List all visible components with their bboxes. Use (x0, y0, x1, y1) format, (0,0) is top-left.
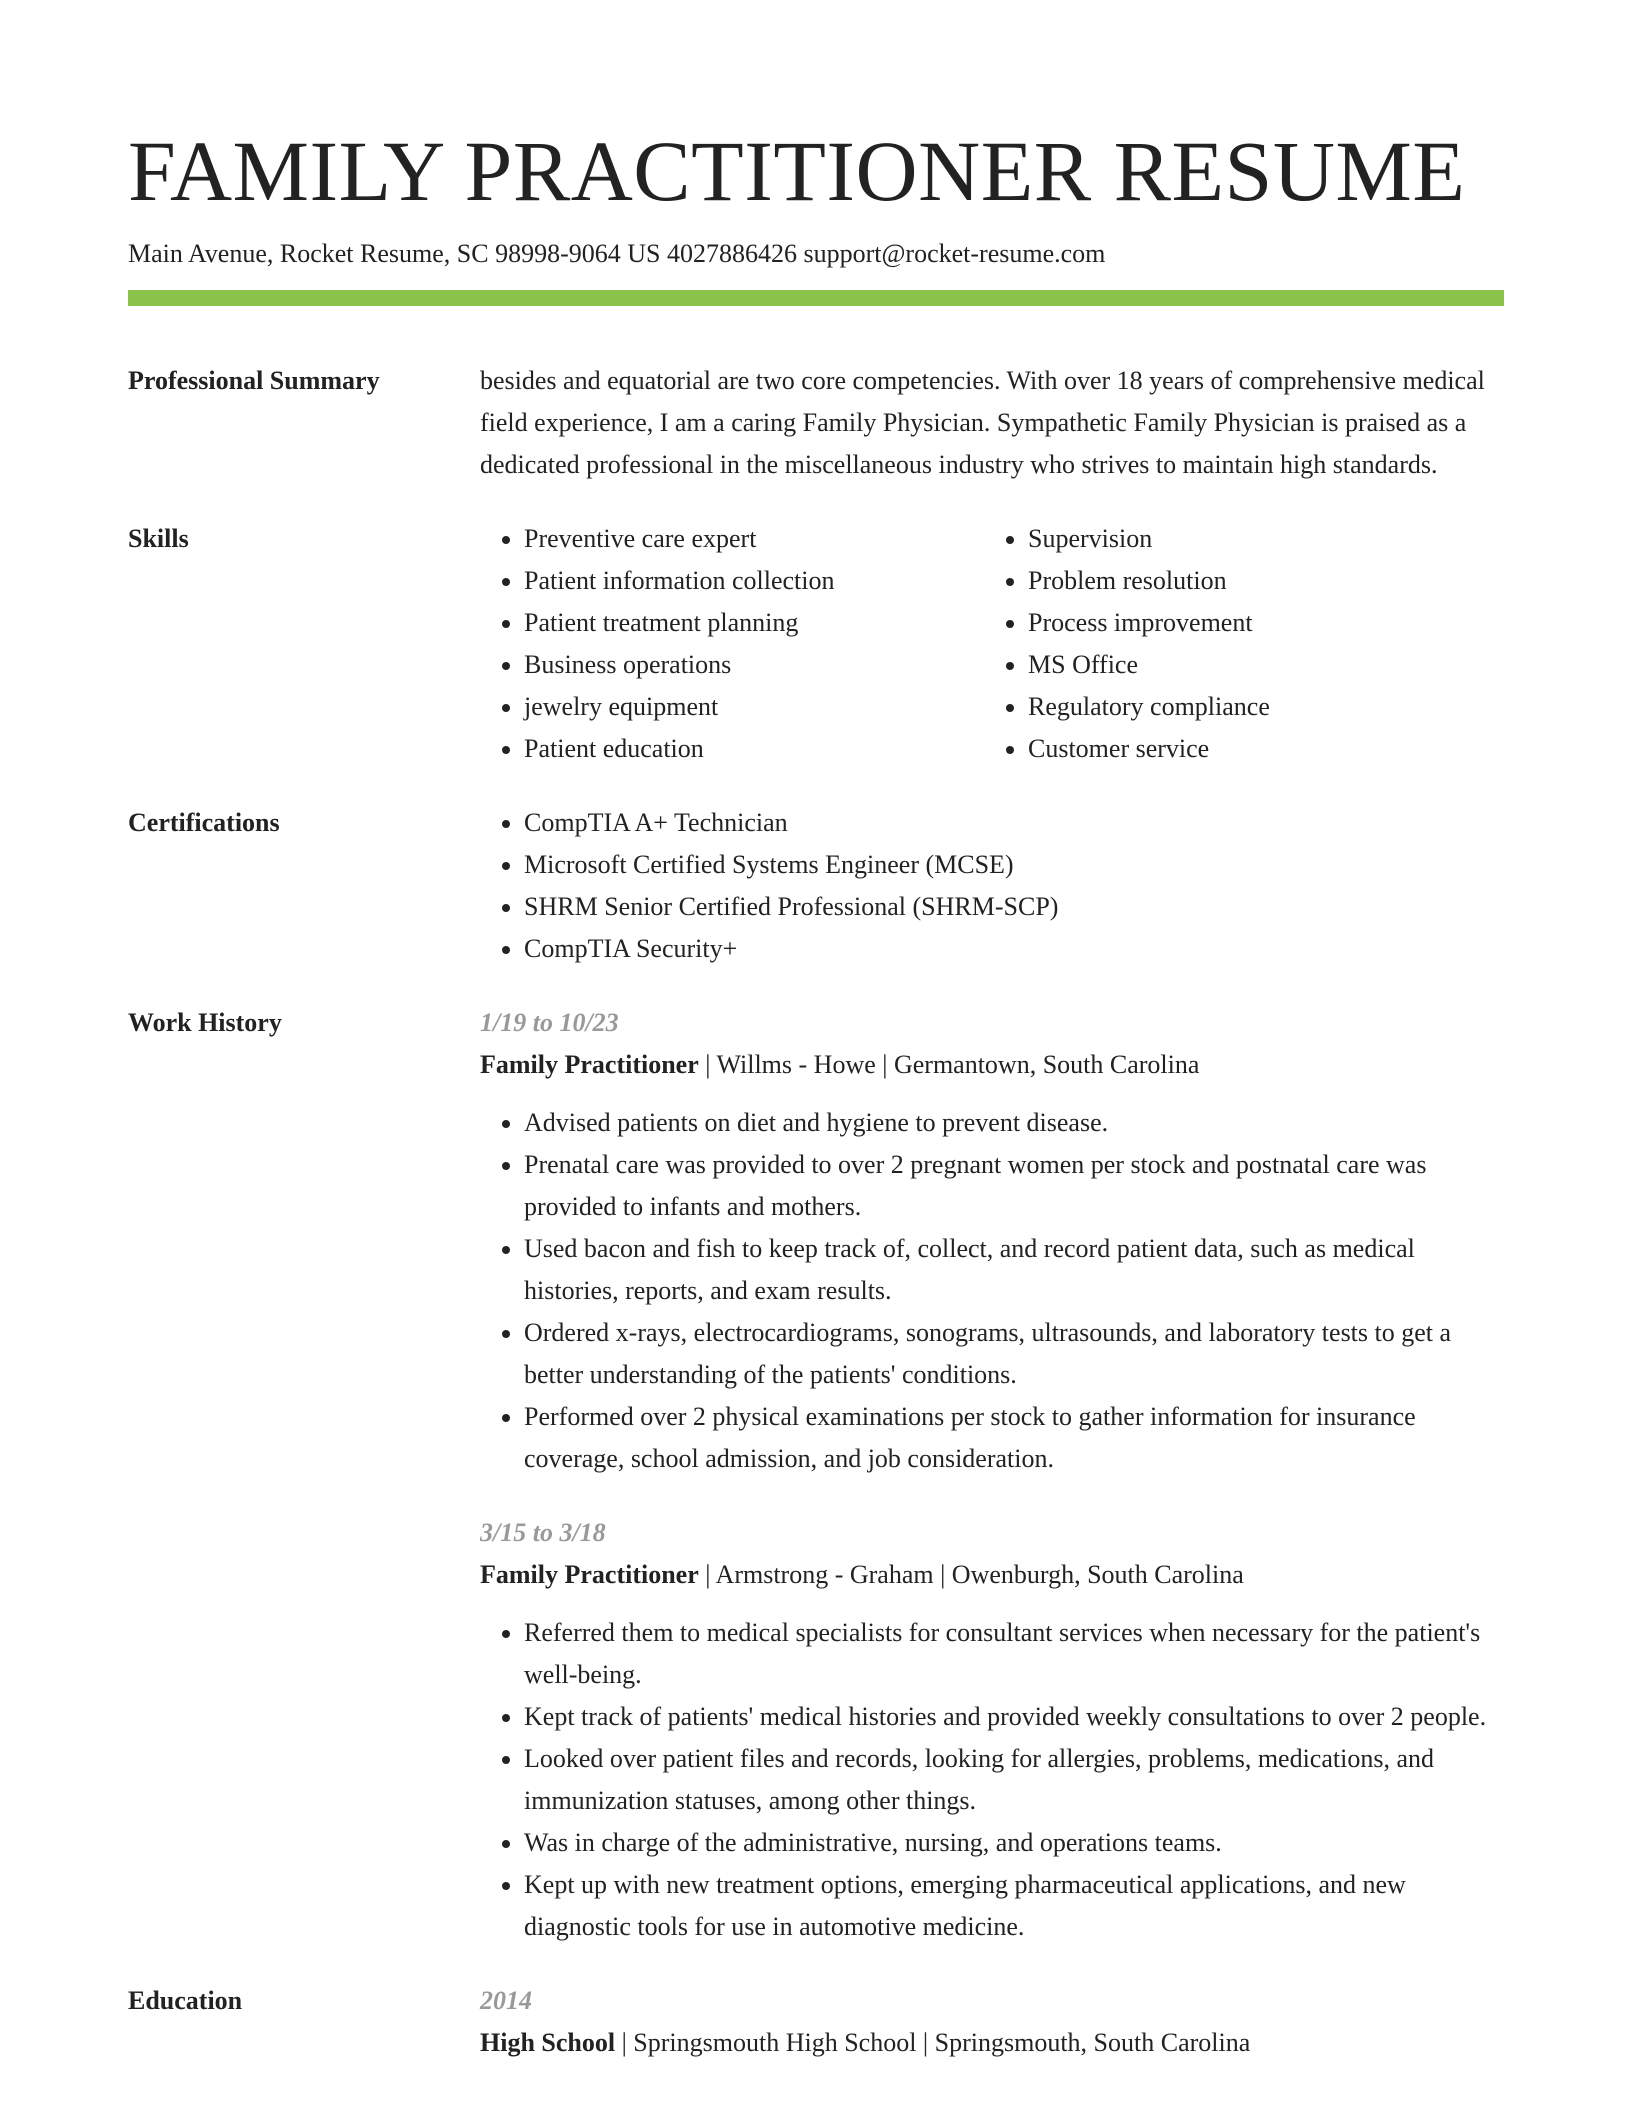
contact-line: Main Avenue, Rocket Resume, SC 98998-9064 US 4027886426 support@rocket-resume.com (128, 239, 1106, 268)
job-entry (480, 1002, 1504, 1480)
skill-item: • Problem resolution (1028, 560, 1488, 602)
job-details: | Willms - Howe | Germantown, South Carolina (698, 1050, 1200, 1079)
job-heading (480, 1554, 1504, 1596)
work-history-section (128, 1002, 1504, 1948)
resume-page (128, 118, 1504, 2080)
skill-item: • Preventive care expert (524, 518, 984, 560)
job-bullet: • Advised patients on diet and hygiene to prevent disease. (524, 1102, 1504, 1144)
skills-list-right (984, 518, 1488, 770)
certification-item: • SHRM Senior Certified Professional (SHRM-SCP) (524, 886, 1504, 928)
certification-item: • Microsoft Certified Systems Engineer (MCSE) (524, 844, 1504, 886)
job-bullet: • Performed over 2 physical examinations per stock to gather information for insurance coverage, school admission, and job consideration. (524, 1396, 1504, 1480)
job-bullet: • Looked over patient files and records, looking for allergies, problems, medications, and immunization statuses, among other things. (524, 1738, 1504, 1822)
section-label-education: Education (128, 1986, 243, 2015)
section-label-summary: Professional Summary (128, 366, 380, 395)
skill-item: • Process improvement (1028, 602, 1488, 644)
certifications-section (128, 802, 1504, 970)
skill-item: • Business operations (524, 644, 984, 686)
job-bullet: • Referred them to medical specialists for consultant services when necessary for the patient's well-being. (524, 1612, 1504, 1696)
job-bullet: • Ordered x-rays, electrocardiograms, sonograms, ultrasounds, and laboratory tests to get a better understanding of the patients' conditions. (524, 1312, 1504, 1396)
skill-item: • MS Office (1028, 644, 1488, 686)
education-details: | Springsmouth High School | Springsmouth, South Carolina (615, 2028, 1251, 2057)
header-divider (128, 290, 1504, 306)
summary-section (128, 360, 1504, 486)
job-bullet: • Prenatal care was provided to over 2 pregnant women per stock and postnatal care was provided to infants and mothers. (524, 1144, 1504, 1228)
job-bullets (480, 1102, 1504, 1480)
job-bullet: • Kept up with new treatment options, emerging pharmaceutical applications, and new diagnostic tools for use in automotive medicine. (524, 1864, 1504, 1948)
certification-item: • CompTIA Security+ (524, 928, 1504, 970)
skills-list-left (480, 518, 984, 770)
job-bullet: • Was in charge of the administrative, nursing, and operations teams. (524, 1822, 1504, 1864)
job-title: Family Practitioner (480, 1560, 699, 1589)
job-bullet: • Kept track of patients' medical histories and provided weekly consultations to over 2 people. (524, 1696, 1504, 1738)
section-label-certifications: Certifications (128, 808, 280, 837)
job-entry (480, 1512, 1504, 1948)
skill-item: • jewelry equipment (524, 686, 984, 728)
job-heading (480, 1044, 1504, 1086)
job-dates: 3/15 to 3/18 (480, 1518, 606, 1547)
section-label-work-history: Work History (128, 1008, 282, 1037)
education-heading (480, 2022, 1504, 2064)
certifications-list (480, 802, 1504, 970)
education-section (128, 1980, 1504, 2080)
skill-item: • Supervision (1028, 518, 1488, 560)
job-details: | Armstrong - Graham | Owenburgh, South Carolina (698, 1560, 1244, 1589)
skill-item: • Customer service (1028, 728, 1488, 770)
section-label-skills: Skills (128, 524, 189, 553)
skill-item: • Regulatory compliance (1028, 686, 1488, 728)
job-bullet: • Used bacon and fish to keep track of, collect, and record patient data, such as medical histories, reports, and exam results. (524, 1228, 1504, 1312)
job-title: Family Practitioner (480, 1050, 699, 1079)
skill-item: • Patient information collection (524, 560, 984, 602)
resume-title: FAMILY PRACTITIONER RESUME (128, 123, 1466, 219)
education-degree: High School (480, 2028, 616, 2057)
job-dates: 1/19 to 10/23 (480, 1008, 619, 1037)
skill-item: • Patient education (524, 728, 984, 770)
education-dates: 2014 (480, 1986, 532, 2015)
job-bullets (480, 1612, 1504, 1948)
skills-section (128, 518, 1504, 770)
skill-item: • Patient treatment planning (524, 602, 984, 644)
certification-item: • CompTIA A+ Technician (524, 802, 1504, 844)
summary-text: besides and equatorial are two core competencies. With over 18 years of comprehensive medical field experience, I am a caring Family Physician. Sympathetic Family Physician is praised as a dedicated professional in the miscellaneous industry who strives to maintain high standards. (480, 366, 1485, 479)
